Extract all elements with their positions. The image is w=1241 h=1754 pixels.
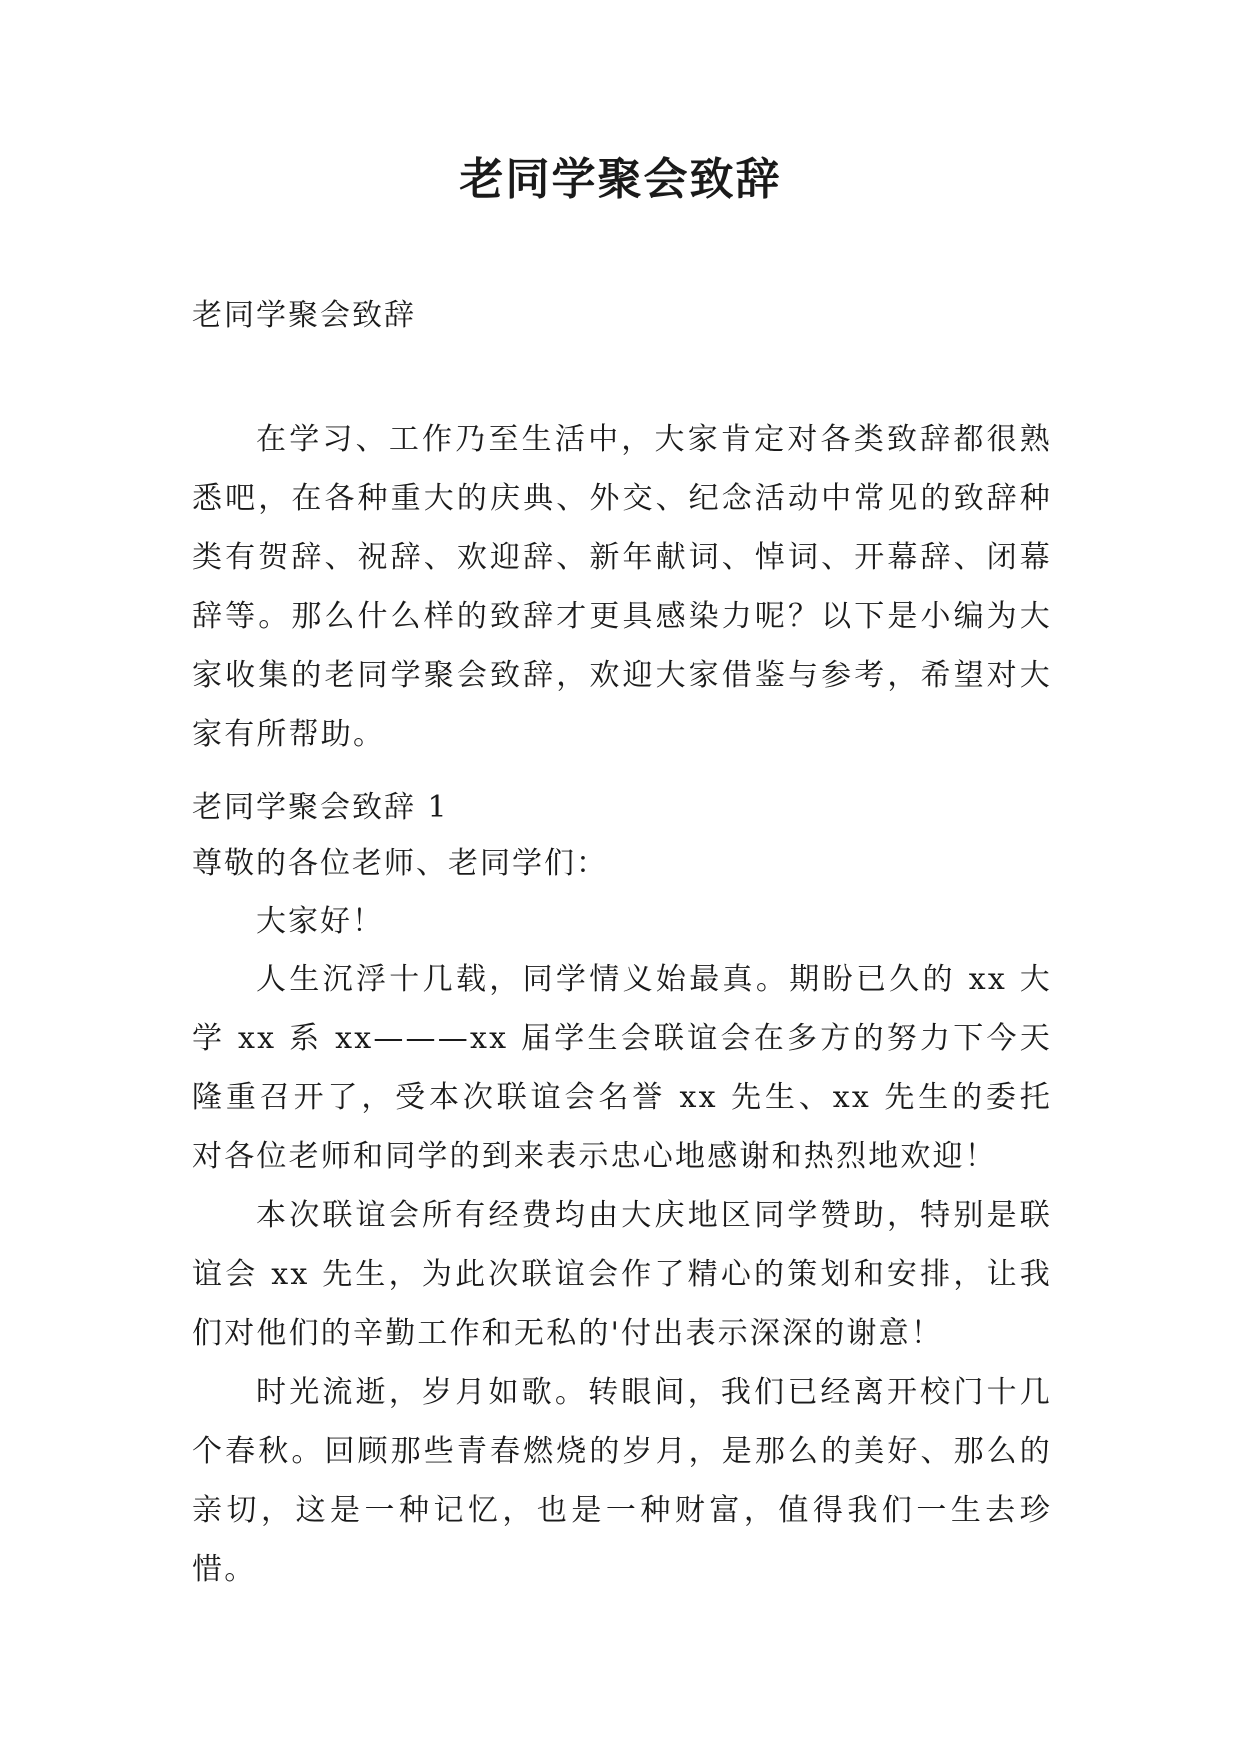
section-heading: 老同学聚会致辞 1: [192, 790, 449, 825]
greeting: 大家好！: [256, 904, 384, 939]
body-paragraph: 本次联谊会所有经费均由大庆地区同学赞助，特别是联谊会 xx 先生，为此次联谊会作了精心的策划和安排，让我们对他们的辛勤工作和无私的'付出表示深深的谢意！: [192, 1198, 1052, 1351]
document-title: 老同学聚会致辞: [459, 154, 782, 205]
document-subtitle: 老同学聚会致辞: [192, 298, 416, 333]
body-paragraph: 时光流逝，岁月如歌。转眼间，我们已经离开校门十几个春秋。回顾那些青春燃烧的岁月，是那么的美好、那么的亲切，这是一种记忆，也是一种财富，值得我们一生去珍惜。: [192, 1375, 1052, 1587]
salutation: 尊敬的各位老师、老同学们：: [192, 846, 608, 881]
intro-paragraph: 在学习、工作乃至生活中，大家肯定对各类致辞都很熟悉吧，在各种重大的庆典、外交、纪念活动中常见的致辞种类有贺辞、祝辞、欢迎辞、新年献词、悼词、开幕辞、闭幕辞等。那么什么样的致辞才更具感染力呢？以下是小编为大家收集的老同学聚会致辞，欢迎大家借鉴与参考，希望对大家有所帮助。: [192, 422, 1052, 752]
body-paragraph: 人生沉浮十几载，同学情义始最真。期盼已久的 xx 大学 xx 系 xx———xx 届学生会联谊会在多方的努力下今天隆重召开了，受本次联谊会名誉 xx 先生、xx 先生的委托 对各位老师和同学的到来表示忠心地感谢和热烈地欢迎！: [192, 962, 1052, 1174]
